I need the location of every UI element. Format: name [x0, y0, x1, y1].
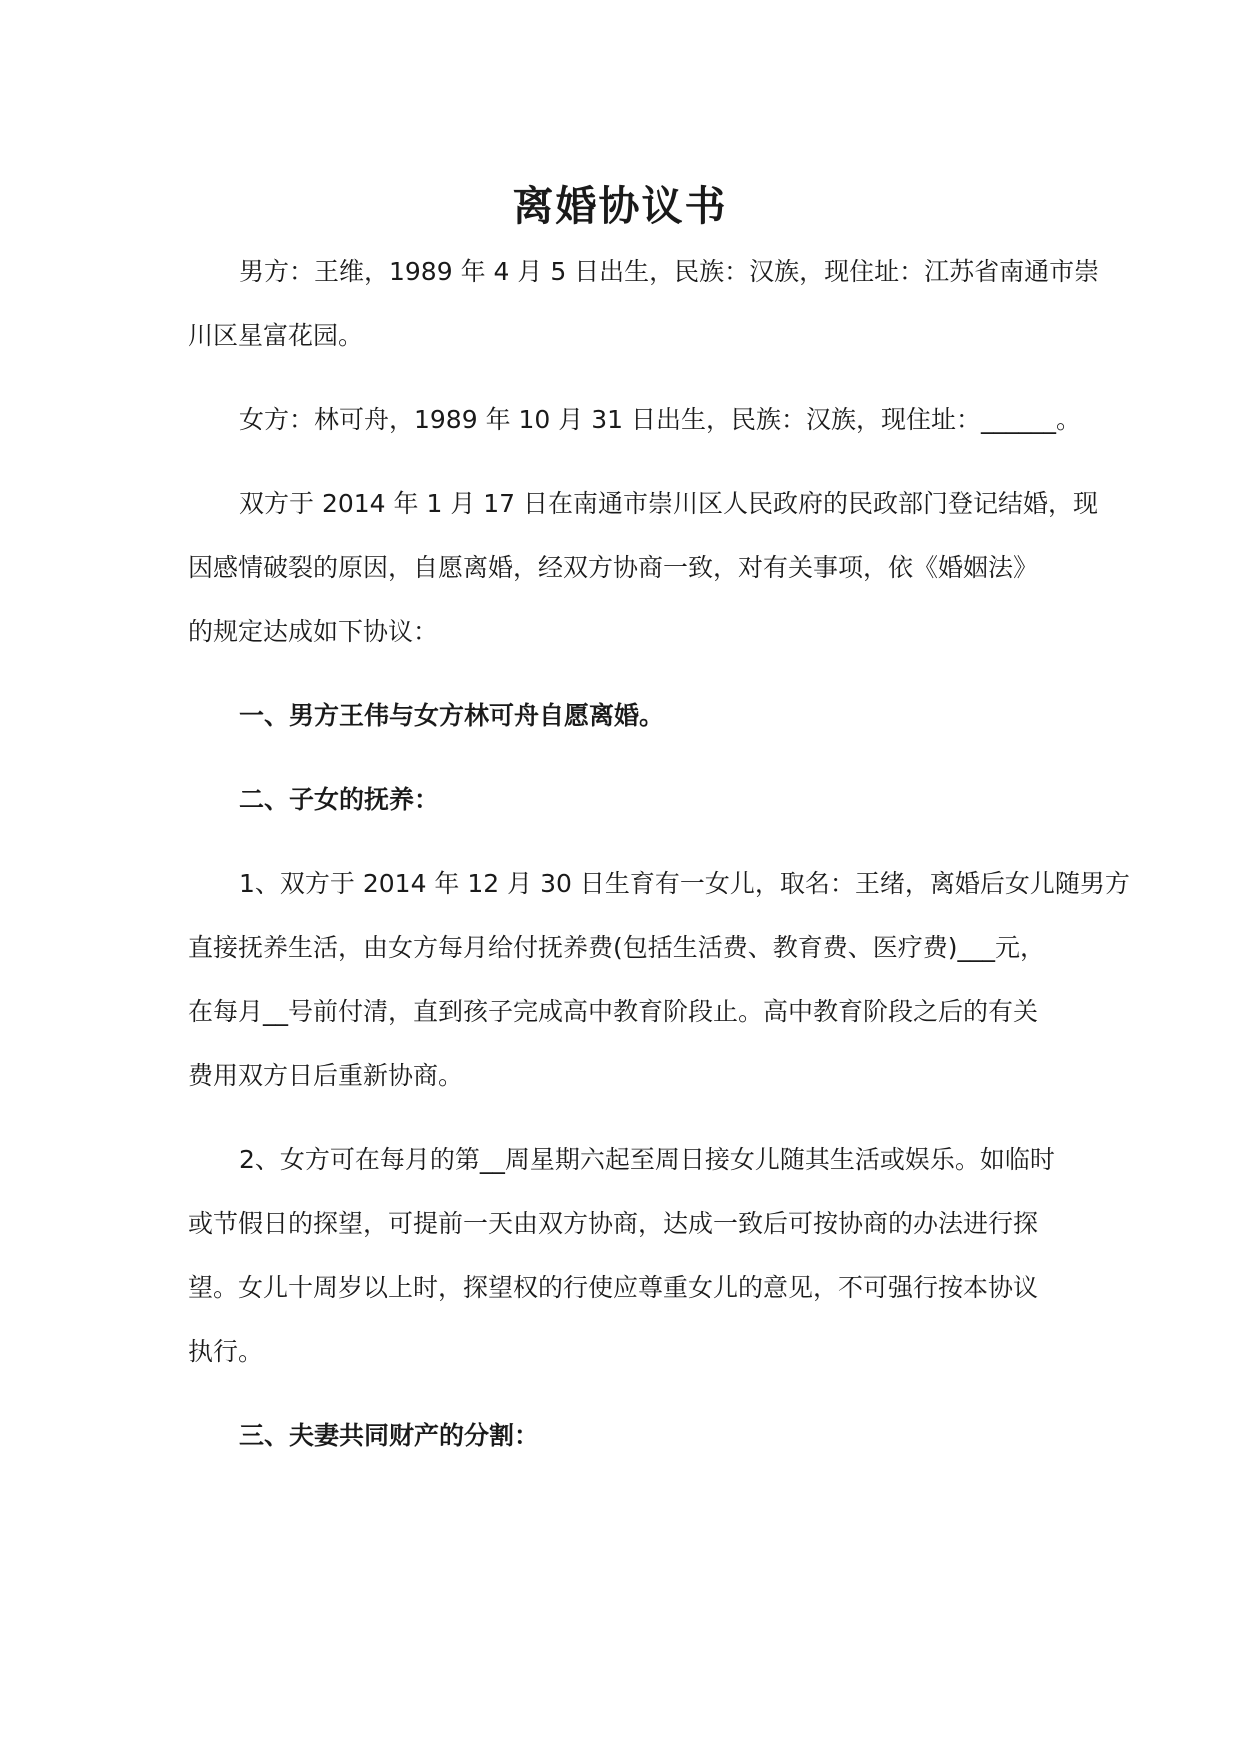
- paragraph-line-marriage: 双方于 2014 年 1 月 17 日在南通市崇川区人民政府的民政部门登记结婚，现: [239, 489, 1099, 518]
- section-heading-2: 二、子女的抚养：: [239, 785, 440, 814]
- paragraph-line-female-party: 女方：林可舟，1989 年 10 月 31 日出生，民族：汉族，现住址：______。: [239, 405, 1081, 434]
- paragraph-line: 在每月__号前付清，直到孩子完成高中教育阶段止。高中教育阶段之后的有关: [188, 997, 1039, 1026]
- paragraph-line: 费用双方日后重新协商。: [188, 1061, 464, 1090]
- paragraph-line: 执行。: [188, 1337, 264, 1366]
- paragraph-line: 望。女儿十周岁以上时，探望权的行使应尊重女儿的意见，不可强行按本协议: [188, 1273, 1039, 1302]
- paragraph-line: 或节假日的探望，可提前一天由双方协商，达成一致后可按协商的办法进行探: [188, 1209, 1039, 1238]
- paragraph-line: 的规定达成如下协议：: [188, 617, 439, 646]
- paragraph-line-male-party: 男方：王维，1989 年 4 月 5 日出生，民族：汉族，现住址：江苏省南通市崇: [239, 257, 1100, 286]
- paragraph-line: 直接抚养生活，由女方每月给付抚养费(包括生活费、教育费、医疗费)___元，: [188, 933, 1046, 962]
- clause-1-line: 1、双方于 2014 年 12 月 30 日生育有一女儿，取名：王绪，离婚后女儿随男方: [239, 869, 1130, 898]
- section-heading-3: 三、夫妻共同财产的分割：: [239, 1421, 540, 1450]
- document-title: 离婚协议书: [512, 182, 728, 230]
- clause-2-line: 2、女方可在每月的第__周星期六起至周日接女儿随其生活或娱乐。如临时: [239, 1145, 1055, 1174]
- paragraph-line: 因感情破裂的原因，自愿离婚，经双方协商一致，对有关事项，依《婚姻法》: [188, 553, 1039, 582]
- section-heading-1: 一、男方王伟与女方林可舟自愿离婚。: [239, 701, 665, 730]
- paragraph-line: 川区星富花园。: [188, 321, 364, 350]
